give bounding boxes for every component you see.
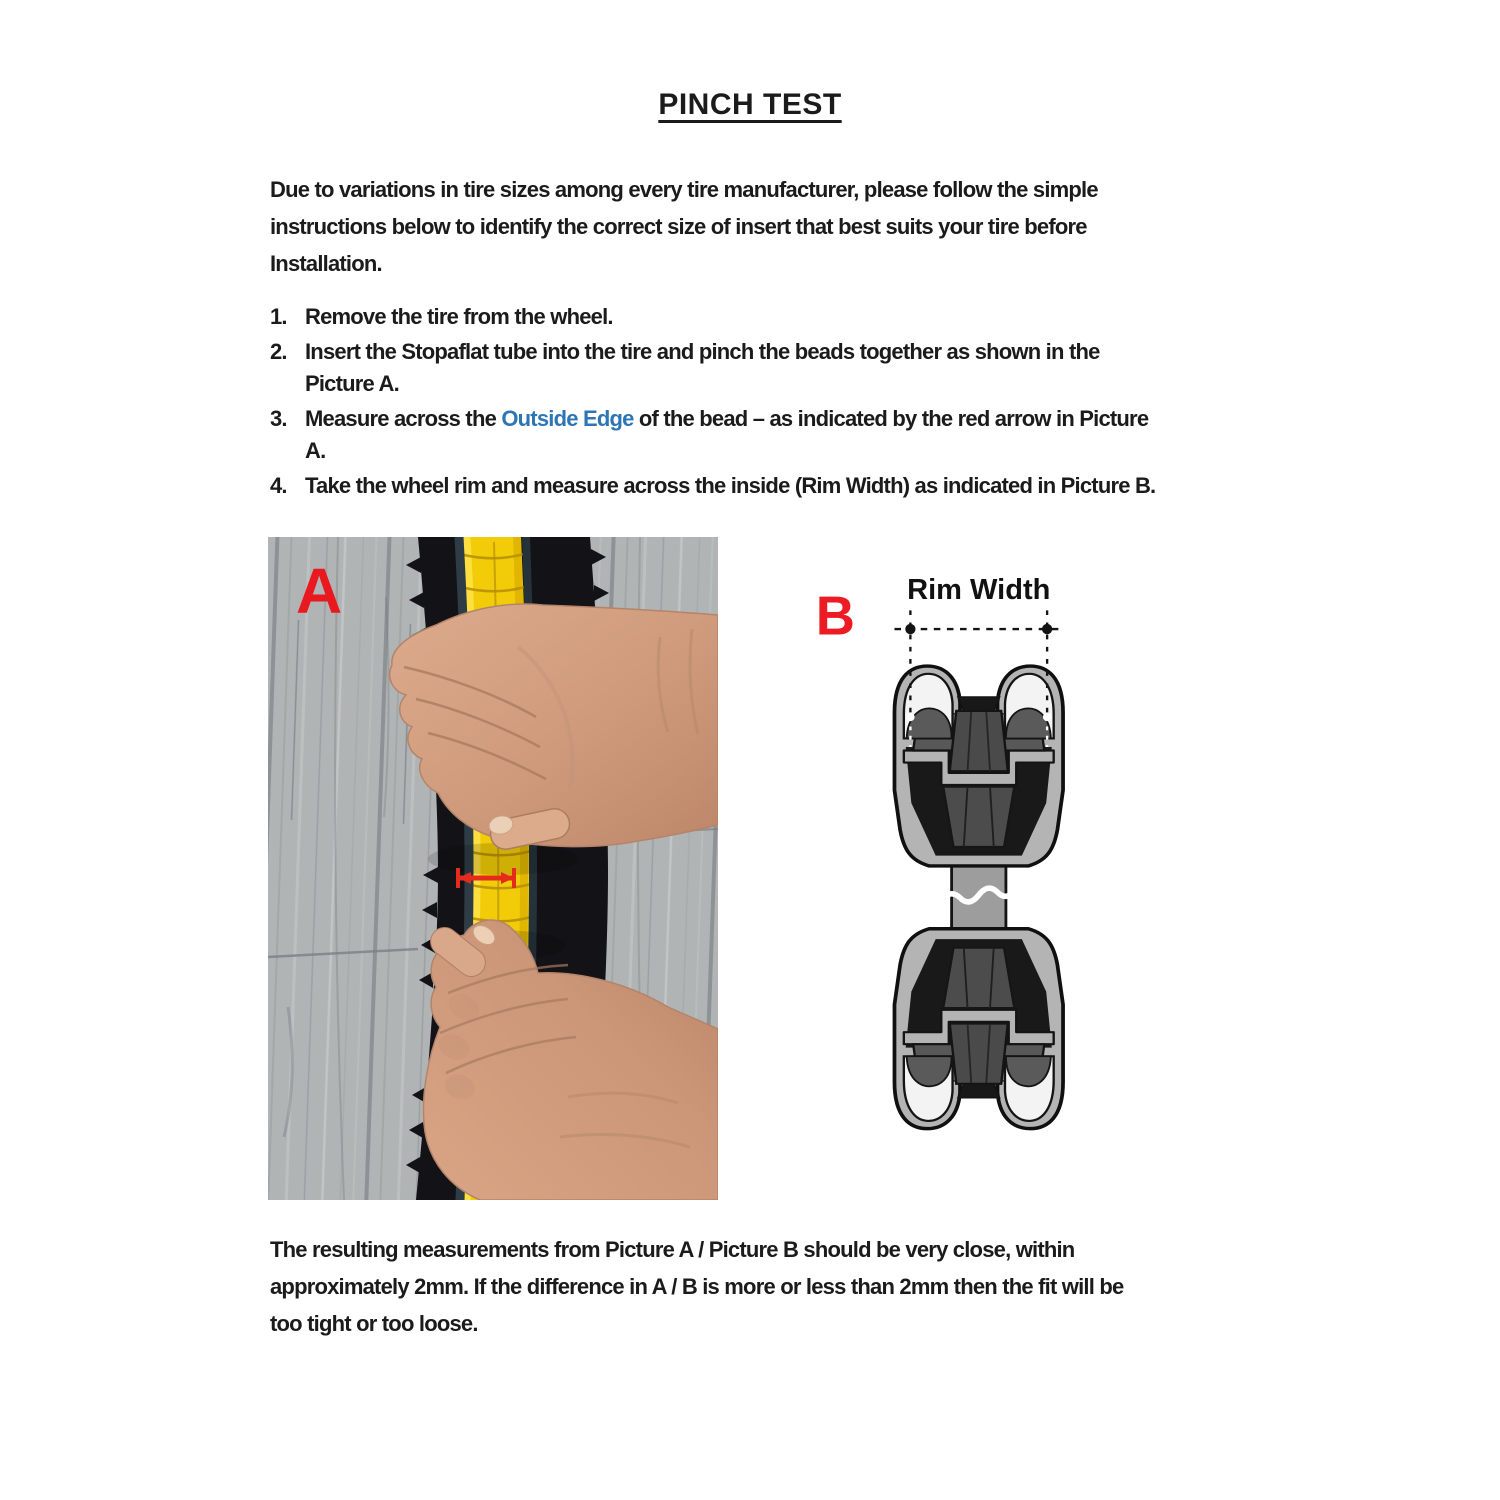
rim-width-label: Rim Width	[907, 574, 1051, 607]
intro-line: instructions below to identify the correct size of insert that best suits your tire before	[270, 214, 1087, 239]
figure-picture-a	[268, 537, 718, 1200]
closing-line: approximately 2mm. If the difference in A / B is more or less than 2mm then the fit will be	[270, 1274, 1124, 1299]
instruction-item-4	[270, 470, 1155, 502]
item-number: 2.	[270, 339, 287, 364]
intro-line: Installation.	[270, 251, 382, 276]
item-line	[305, 403, 1148, 435]
item-content	[305, 336, 1100, 400]
instruction-item-2	[270, 336, 1155, 400]
item-number: 3.	[270, 406, 287, 431]
pinch-test-photo	[268, 537, 718, 1200]
item-content	[305, 403, 1148, 467]
figure-b-label: B	[815, 585, 856, 647]
instruction-list	[270, 301, 1155, 505]
item-line: A.	[305, 438, 326, 463]
rim-diagram	[790, 556, 1190, 1146]
page-title-row	[0, 88, 1500, 122]
item-number: 4.	[270, 473, 287, 498]
page-title: PINCH TEST	[658, 88, 842, 121]
rim-cross-section-top	[894, 666, 1063, 866]
rim-cross-section-bottom	[894, 929, 1063, 1129]
closing-paragraph	[270, 1231, 1123, 1342]
outside-edge-highlight: Outside Edge	[501, 406, 634, 431]
instruction-item-3	[270, 403, 1155, 467]
figure-a-label: A	[296, 555, 343, 627]
item-line: Picture A.	[305, 371, 399, 396]
intro-line: Due to variations in tire sizes among every tire manufacturer, please follow the simple	[270, 177, 1098, 202]
item-text: of the bead – as indicated by the red arrow in Picture	[633, 406, 1149, 431]
closing-line: The resulting measurements from Picture A / Picture B should be very close, within	[270, 1237, 1075, 1262]
item-content	[305, 470, 1155, 502]
intro-paragraph	[270, 171, 1098, 282]
item-line: Remove the tire from the wheel.	[305, 304, 613, 329]
item-line: Insert the Stopaflat tube into the tire and pinch the beads together as shown in the	[305, 339, 1100, 364]
item-text: Measure across the	[305, 406, 502, 431]
instruction-item-1	[270, 301, 1155, 333]
item-content	[305, 301, 613, 333]
item-number: 1.	[270, 304, 287, 329]
closing-line: too tight or too loose.	[270, 1311, 478, 1336]
figure-picture-b	[790, 556, 1190, 1146]
item-line: Take the wheel rim and measure across the inside (Rim Width) as indicated in Picture B.	[305, 473, 1156, 498]
